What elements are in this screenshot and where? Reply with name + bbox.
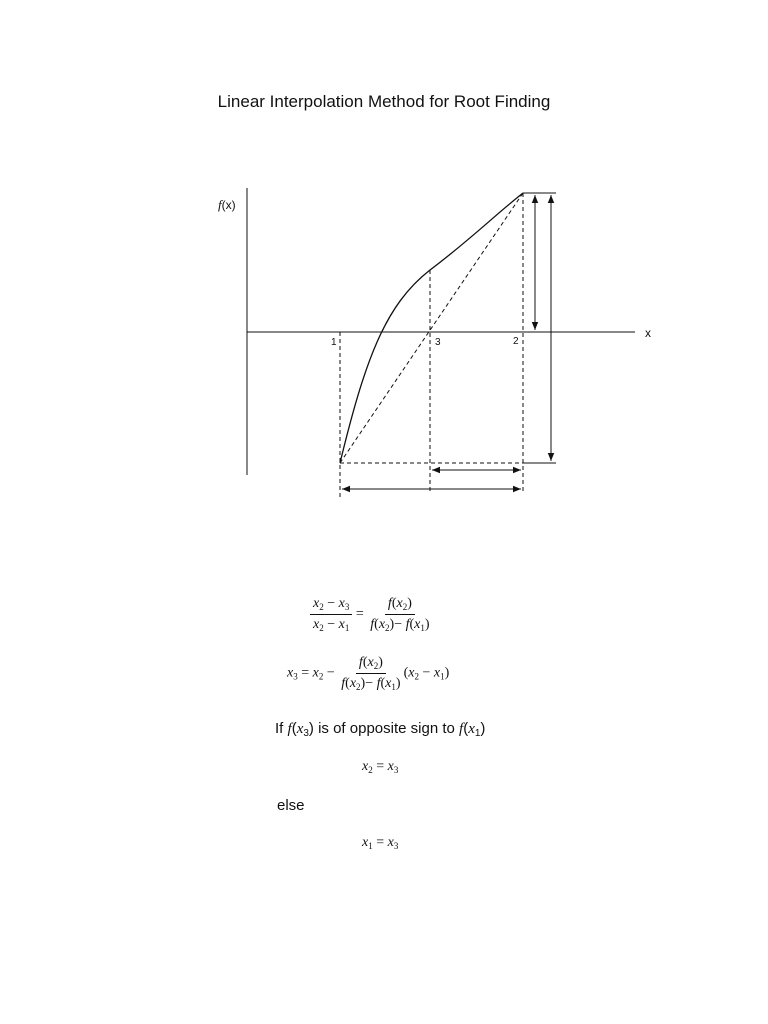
y-axis-label-arg: (x) bbox=[221, 198, 236, 212]
point-label-3: 3 bbox=[435, 337, 441, 348]
page-title: Linear Interpolation Method for Root Finding bbox=[217, 92, 551, 111]
assign-x2-equals-x3: $x_2 = x_3$ bbox=[362, 759, 399, 775]
assign-x1-equals-x3: $x_1 = x_3$ bbox=[362, 835, 399, 851]
point-label-2: 2 bbox=[513, 336, 519, 347]
secant-line bbox=[340, 193, 523, 463]
else-text: else bbox=[277, 797, 305, 814]
condition-text: If $f(x_3)$ is of opposite sign to $f(x_1)$ bbox=[275, 720, 486, 739]
equation-x3: $x_3 = x_2$ − $\frac{f(x_2)}{f(x_2)- f(x_1)}$ $(x_2 - x_1)$ bbox=[287, 655, 450, 692]
point-label-1: 1 bbox=[331, 337, 337, 348]
x-axis-label: x bbox=[645, 326, 651, 340]
y-axis-label-fn: f bbox=[218, 197, 222, 212]
y-axis-label bbox=[218, 197, 236, 212]
equation-ratio: $\frac{x_2 - x_3}{x_2 - x_1}$ = $\frac{f(x_2)}{f(x_2)- f(x_1)}$ bbox=[310, 596, 433, 633]
